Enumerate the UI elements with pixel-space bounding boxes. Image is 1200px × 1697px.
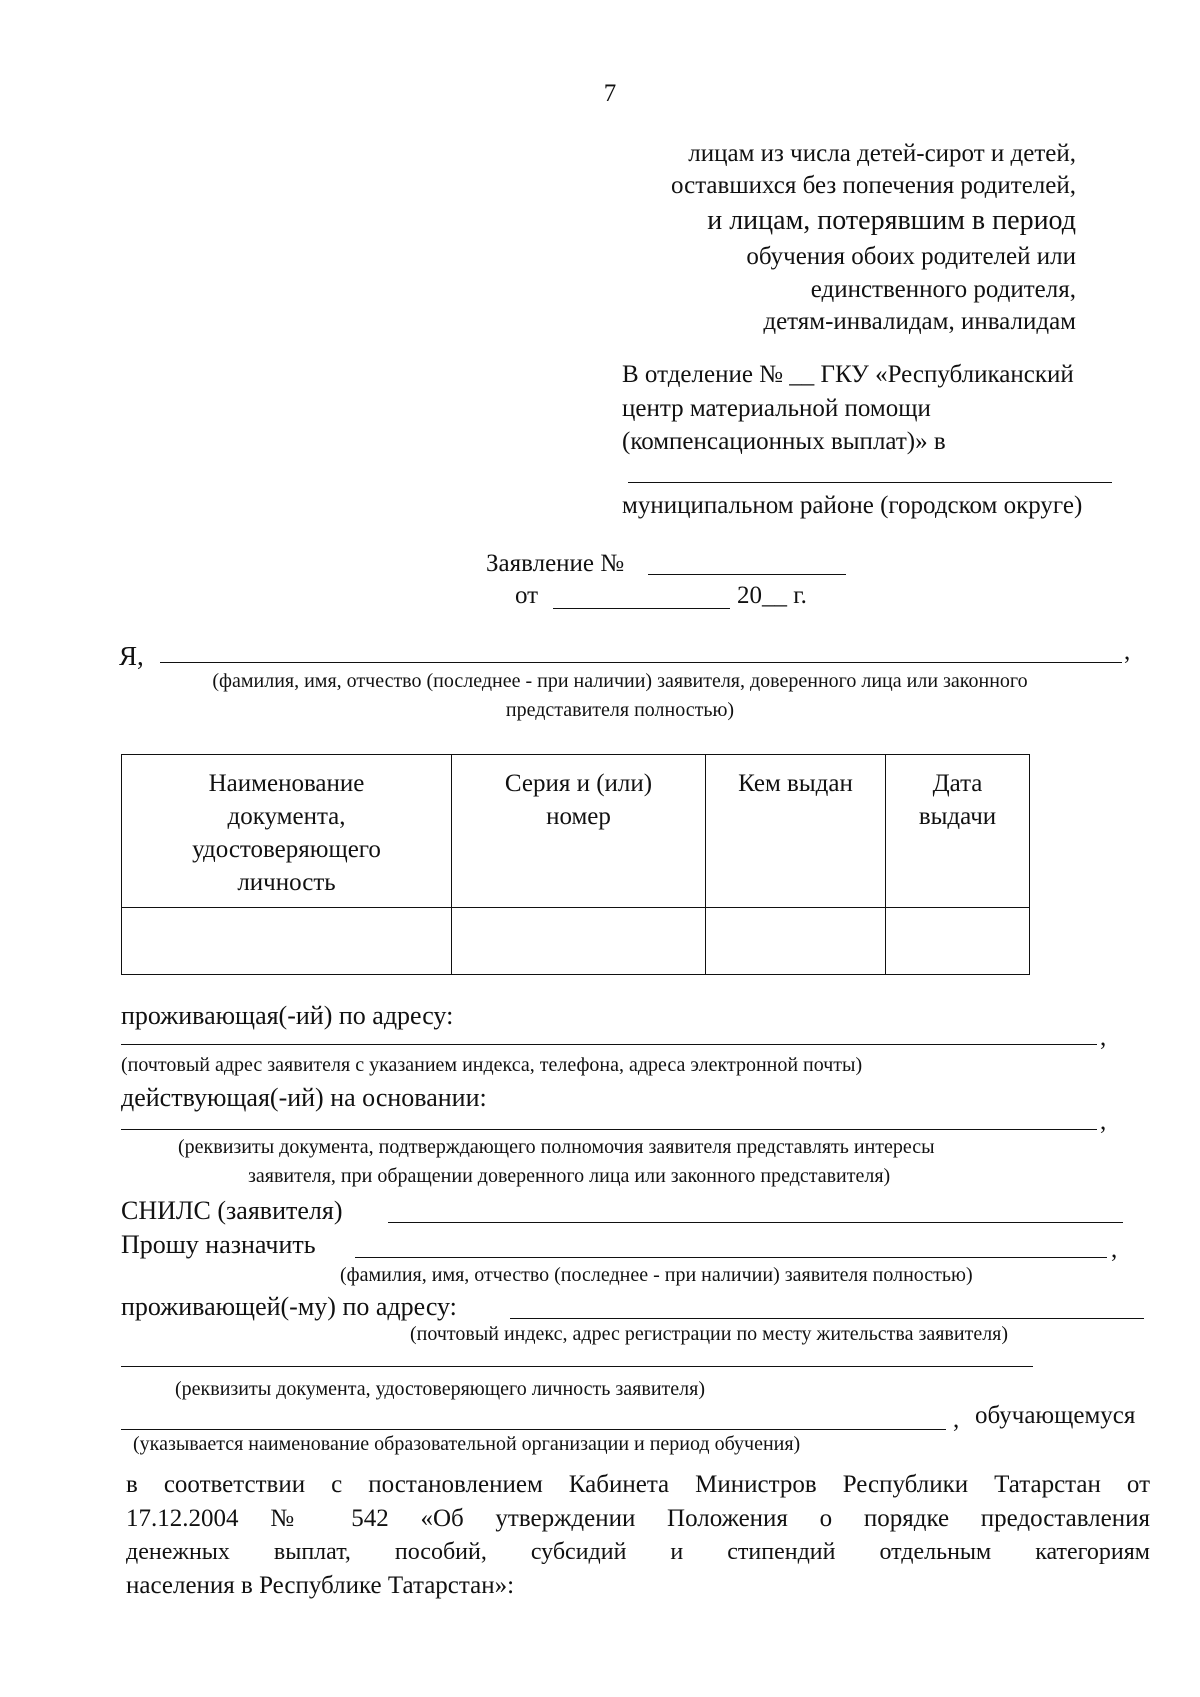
acting-comma: , xyxy=(1100,1108,1107,1135)
acting-hint: заявителя, при обращении доверенного лица или законного представителя) xyxy=(248,1165,891,1187)
closing-line: 17.12.2004 № 542 «Об утверждении Положения о порядке предоставления xyxy=(126,1505,1150,1532)
residing-label: проживающая(-ий) по адресу: xyxy=(121,1001,454,1030)
studying-comma: , xyxy=(953,1406,960,1433)
id-document-table xyxy=(121,754,1030,975)
page-number: 7 xyxy=(603,80,617,107)
column-header-issue-date: Дата выдачи xyxy=(886,755,1030,908)
closing-line: населения в Республике Татарстан»: xyxy=(126,1572,515,1599)
department-line: центр материальной помощи xyxy=(622,395,931,422)
request-comma: , xyxy=(1111,1236,1118,1263)
application-date-field[interactable] xyxy=(553,608,730,609)
addressee-line: обучения обоих родителей или xyxy=(746,243,1076,270)
table-cell-series-number[interactable] xyxy=(452,908,706,975)
table-row xyxy=(122,908,1030,975)
snils-label: СНИЛС (заявителя) xyxy=(121,1196,343,1225)
application-number-label: Заявление № xyxy=(486,550,625,577)
studying-institution-field[interactable] xyxy=(121,1429,946,1430)
acting-basis-field[interactable] xyxy=(121,1129,1097,1130)
addressee-line: оставшихся без попечения родителей, xyxy=(670,172,1076,199)
applicant-name-field[interactable] xyxy=(160,662,1122,663)
addressee-line: единственного родителя, xyxy=(810,276,1076,303)
request-label: Прошу назначить xyxy=(121,1230,316,1259)
table-cell-issued-by[interactable] xyxy=(706,908,886,975)
department-line: В отделение № __ ГКУ «Республиканский xyxy=(622,361,1074,388)
municipality-underline[interactable] xyxy=(628,482,1112,483)
residing-hint: (почтовый адрес заявителя с указанием индекса, телефона, адреса электронной почты) xyxy=(121,1054,863,1076)
addressee-line: и лицам, потерявшим в период xyxy=(707,205,1076,236)
residing-address-field[interactable] xyxy=(121,1044,1097,1045)
application-number-field[interactable] xyxy=(648,574,846,575)
addressee-line: детям-инвалидам, инвалидам xyxy=(763,308,1076,335)
request-hint: (фамилия, имя, отчество (последнее - при наличии) заявителя полностью) xyxy=(340,1264,973,1286)
id-doc-hint: (реквизиты документа, удостоверяющего личность заявителя) xyxy=(175,1378,705,1400)
department-line: (компенсационных выплат)» в xyxy=(622,428,946,455)
column-header-document-name: Наименование документа, удостоверяющего личность xyxy=(122,755,452,908)
residing2-hint: (почтовый индекс, адрес регистрации по месту жительства заявителя) xyxy=(410,1323,1009,1345)
application-year-label: 20__ г. xyxy=(737,582,807,609)
closing-line: в соответствии с постановлением Кабинета Министров Республики Татарстан от xyxy=(126,1471,1150,1498)
table-cell-issue-date[interactable] xyxy=(886,908,1030,975)
studying-hint: (указывается наименование образовательной организации и период обучения) xyxy=(133,1433,801,1455)
request-name-field[interactable] xyxy=(355,1257,1107,1258)
department-line: муниципальном районе (городском округе) xyxy=(622,492,1083,519)
studying-label: обучающемуся xyxy=(975,1402,1136,1429)
applicant-i-label: Я, xyxy=(119,641,144,671)
table-header-row xyxy=(122,755,1030,908)
closing-line: денежных выплат, пособий, субсидий и стипендий отдельным категориям xyxy=(126,1539,1150,1565)
residing2-address-field-continued[interactable] xyxy=(121,1366,1033,1367)
application-from-label: от xyxy=(515,582,539,609)
applicant-hint: (фамилия, имя, отчество (последнее - при наличии) заявителя, доверенного лица или законного xyxy=(212,670,1028,692)
addressee-line: лицам из числа детей-сирот и детей, xyxy=(688,140,1076,167)
residing2-address-field[interactable] xyxy=(510,1318,1144,1319)
column-header-issued-by: Кем выдан xyxy=(706,755,886,908)
snils-field[interactable] xyxy=(388,1222,1123,1223)
applicant-comma: , xyxy=(1124,638,1131,665)
column-header-series-number: Серия и (или) номер xyxy=(452,755,706,908)
residing2-label: проживающей(-му) по адресу: xyxy=(121,1292,457,1321)
acting-label: действующая(-ий) на основании: xyxy=(121,1083,487,1112)
residing-comma: , xyxy=(1100,1024,1107,1051)
acting-hint: (реквизиты документа, подтверждающего полномочия заявителя представлять интересы xyxy=(178,1136,935,1158)
applicant-hint: представителя полностью) xyxy=(505,699,735,721)
table-cell-document-name[interactable] xyxy=(122,908,452,975)
